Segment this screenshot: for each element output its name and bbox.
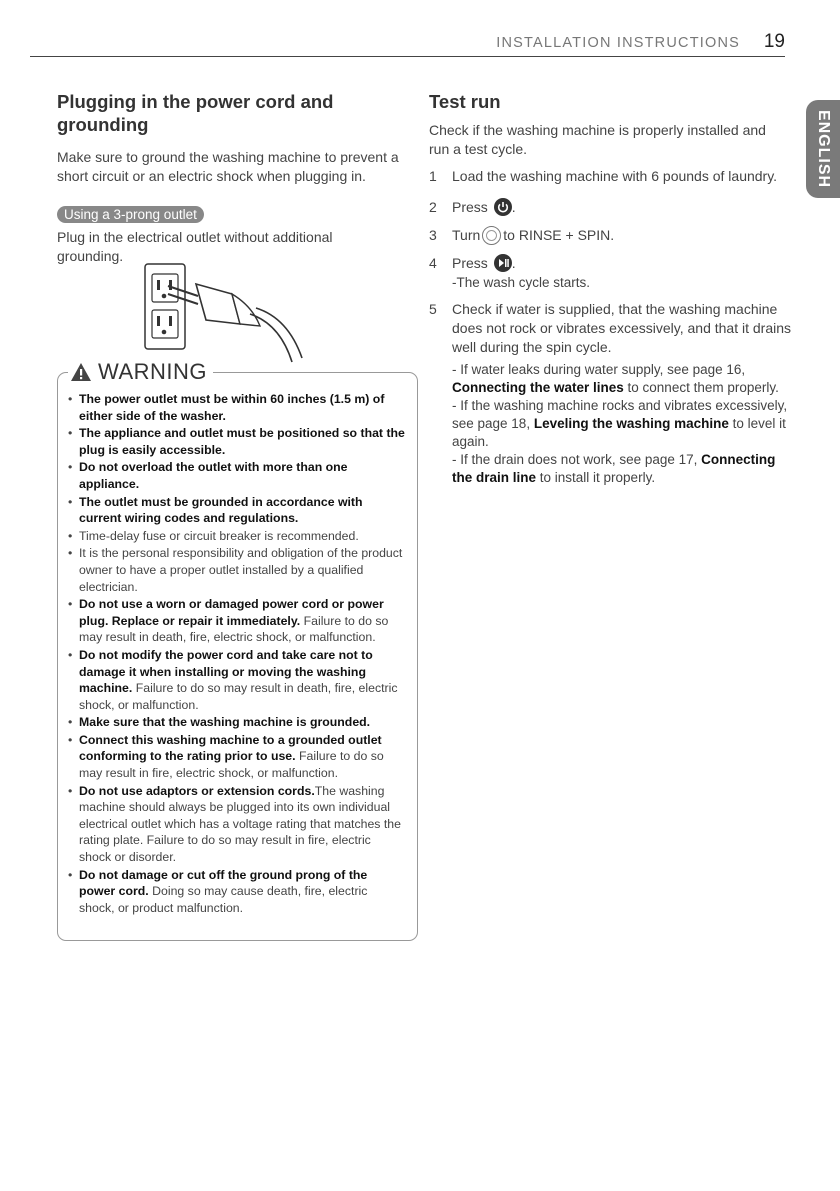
test-run-intro: Check if the washing machine is properly installed and run a test cycle. [429,122,766,157]
power-button-icon [494,198,512,216]
right-column [429,90,799,487]
page-number: 19 [763,31,785,52]
section-title: INSTALLATION INSTRUCTIONS [496,35,740,51]
step-4: 4 Press . -The wash cycle starts. [429,254,799,292]
step-1: 1 Load the washing machine with 6 pounds of laundry. [429,168,778,184]
outlet-type-badge: Using a 3-prong outlet [57,206,204,223]
warning-item: • Make sure that the washing machine is grounded. [66,714,406,731]
warning-item: • It is the personal responsibility and obligation of the product owner to have a proper outlet installed by a qualified electrician. [66,545,406,595]
plugging-intro: Make sure to ground the washing machine to prevent a short circuit or an electric shock when plugging in. [57,149,399,184]
step-2: 2 Press . [429,199,516,215]
warning-item: • Do not use a worn or damaged power cord or power plug. Replace or repair it immediately. Failure to do so may result in death, fire, electric shock, or malfunction. [66,596,406,646]
language-tab-label: ENGLISH [815,109,832,189]
warning-item: • The appliance and outlet must be positioned so that the plug is easily accessible. [66,425,406,458]
warning-item: • Connect this washing machine to a grounded outlet conforming to the rating prior to use. Failure to do so may result in fire, electric shock, or malfunction. [66,732,406,782]
warning-item: • The outlet must be grounded in accordance with current wiring codes and regulations. [66,494,406,527]
step-3: 3 Turn to RINSE + SPIN. [429,227,615,243]
language-tab [806,100,840,198]
page-header [30,30,785,57]
warning-item: • Time-delay fuse or circuit breaker is recommended. [66,528,406,545]
warning-item: • Do not overload the outlet with more than one appliance. [66,459,406,492]
outlet-plug-illustration [140,262,320,370]
step-5-note-water: - If water leaks during water supply, see page 16, Connecting the water lines to connect them properly. [452,362,779,395]
step-5: 5 Check if water is supplied, that the washing machine does not rock or vibrates excessively, and that it drains well during the spin cycle. - If water leaks during water supply, see page 16, Connecting the water lines to connect them properly. - If the washing machine rocks and vibrates excessively, see page 18, Leveling the washing machine to level it again. - If the drain does not work, see page 17, Connecting the drain line to install it properly. [429,300,799,487]
step-5-note-leveling: - If the washing machine rocks and vibrates excessively, see page 18, Leveling the washing machine to level it again. [452,398,788,449]
warning-header [68,359,213,385]
step-5-note-drain: - If the drain does not work, see page 17, Connecting the drain line to install it properly. [452,452,776,485]
warning-list [66,391,406,917]
warning-item: • Do not modify the power cord and take care not to damage it when installing or moving the washing machine. Failure to do so may result in death, fire, electric shock, or malfunction. [66,647,406,713]
test-run-heading: Test run [429,91,501,112]
step-4-note: -The wash cycle starts. [452,275,591,290]
warning-item: • Do not damage or cut off the ground prong of the power cord. Doing so may cause death, fire, electric shock, or product malfunction. [66,867,406,917]
test-steps [429,167,799,487]
warning-triangle-icon [70,362,92,382]
warning-box [57,359,418,941]
plugging-heading: Plugging in the power cord and grounding [57,91,334,135]
outlet-instruction: Plug in the electrical outlet without additional grounding. [57,229,333,264]
cycle-knob-icon [482,226,501,245]
warning-title: WARNING [98,359,208,384]
warning-item: • Do not use adaptors or extension cords.The washing machine should always be plugged into its own individual electrical outlet which has a voltage rating that matches the rating plate. Failure to do so may result in fire, electric shock or disorder. [66,783,406,866]
warning-item: • The power outlet must be within 60 inches (1.5 m) of either side of the washer. [66,391,406,424]
start-pause-icon [494,254,512,272]
left-column [57,90,417,266]
